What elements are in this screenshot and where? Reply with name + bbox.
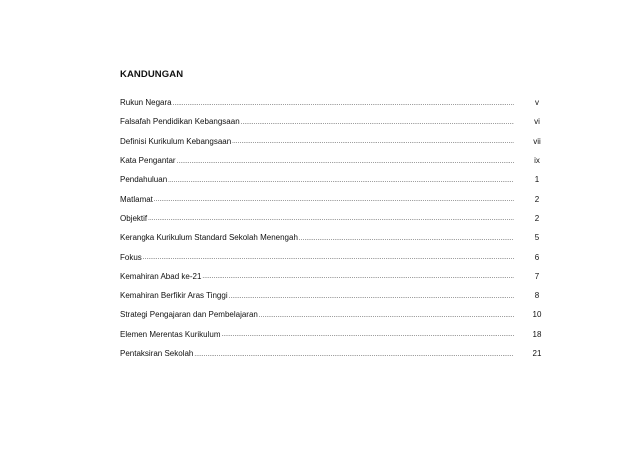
toc-entry[interactable] — [120, 93, 550, 112]
toc-dot-leader — [173, 101, 514, 107]
toc-entry[interactable] — [120, 112, 550, 131]
toc-entry-title: Falsafah Pendidikan Kebangsaan — [120, 117, 240, 127]
toc-entry-page: 18 — [532, 329, 542, 339]
toc-entry-page: v — [535, 98, 539, 108]
toc-dot-leader — [177, 159, 514, 165]
toc-entry-title: Kemahiran Abad ke-21 — [120, 271, 202, 281]
toc-dot-leader — [154, 197, 514, 203]
toc-entry[interactable] — [120, 228, 550, 247]
toc-entry-page: 1 — [534, 175, 540, 185]
toc-entry-title: Pendahuluan — [120, 175, 168, 185]
toc-entry-title: Matlamat — [120, 194, 153, 204]
toc-entry[interactable] — [120, 151, 550, 170]
toc-entry-page: 5 — [534, 233, 540, 243]
toc-dot-leader — [143, 255, 514, 261]
toc-dot-leader — [299, 236, 514, 242]
toc-entry-title: Kata Pengantar — [120, 156, 176, 166]
toc-entry-title: Pentaksiran Sekolah — [120, 349, 194, 358]
toc-dot-leader — [148, 216, 514, 222]
toc-dot-leader — [241, 120, 514, 126]
toc-entry[interactable] — [120, 286, 550, 305]
table-of-contents — [120, 93, 550, 363]
toc-dot-leader — [229, 294, 514, 300]
toc-entry-page: 8 — [534, 291, 540, 301]
toc-dot-leader — [202, 274, 514, 280]
toc-entry-title: Kemahiran Berfikir Aras Tinggi — [120, 291, 228, 301]
toc-heading: KANDUNGAN — [120, 69, 184, 80]
toc-entry-page: ix — [534, 156, 540, 166]
toc-entry-page: 2 — [534, 194, 540, 204]
toc-entry[interactable] — [120, 170, 550, 189]
toc-entry-title: Fokus — [120, 252, 142, 262]
toc-entry-page: 2 — [534, 213, 540, 223]
toc-entry-page: 7 — [534, 271, 540, 281]
toc-entry-page: 6 — [534, 252, 540, 262]
toc-entry-title: Rukun Negara — [120, 98, 172, 108]
toc-entry[interactable] — [120, 305, 550, 324]
toc-dot-leader — [168, 178, 514, 184]
toc-entry[interactable] — [120, 209, 550, 228]
toc-entry-title: Elemen Merentas Kurikulum — [120, 329, 221, 339]
toc-entry-page: 10 — [532, 310, 542, 320]
toc-entry-page: vi — [534, 117, 540, 127]
toc-entry-title: Objektif — [120, 213, 148, 223]
toc-entry[interactable] — [120, 325, 550, 344]
toc-entry[interactable] — [120, 132, 550, 151]
toc-dot-leader — [232, 139, 514, 145]
toc-entry[interactable] — [120, 344, 550, 363]
toc-entry-title: Strategi Pengajaran dan Pembelajaran — [120, 310, 258, 320]
toc-entry-page: vii — [533, 136, 541, 146]
toc-entry-title: Definisi Kurikulum Kebangsaan — [120, 136, 232, 146]
toc-dot-leader — [259, 313, 514, 319]
toc-dot-leader — [221, 332, 514, 338]
toc-entry-page: 21 — [532, 349, 542, 358]
toc-entry[interactable] — [120, 189, 550, 208]
toc-entry[interactable] — [120, 267, 550, 286]
toc-entry[interactable] — [120, 247, 550, 266]
toc-entry-title: Kerangka Kurikulum Standard Sekolah Menengah — [120, 233, 298, 243]
toc-dot-leader — [194, 352, 514, 358]
